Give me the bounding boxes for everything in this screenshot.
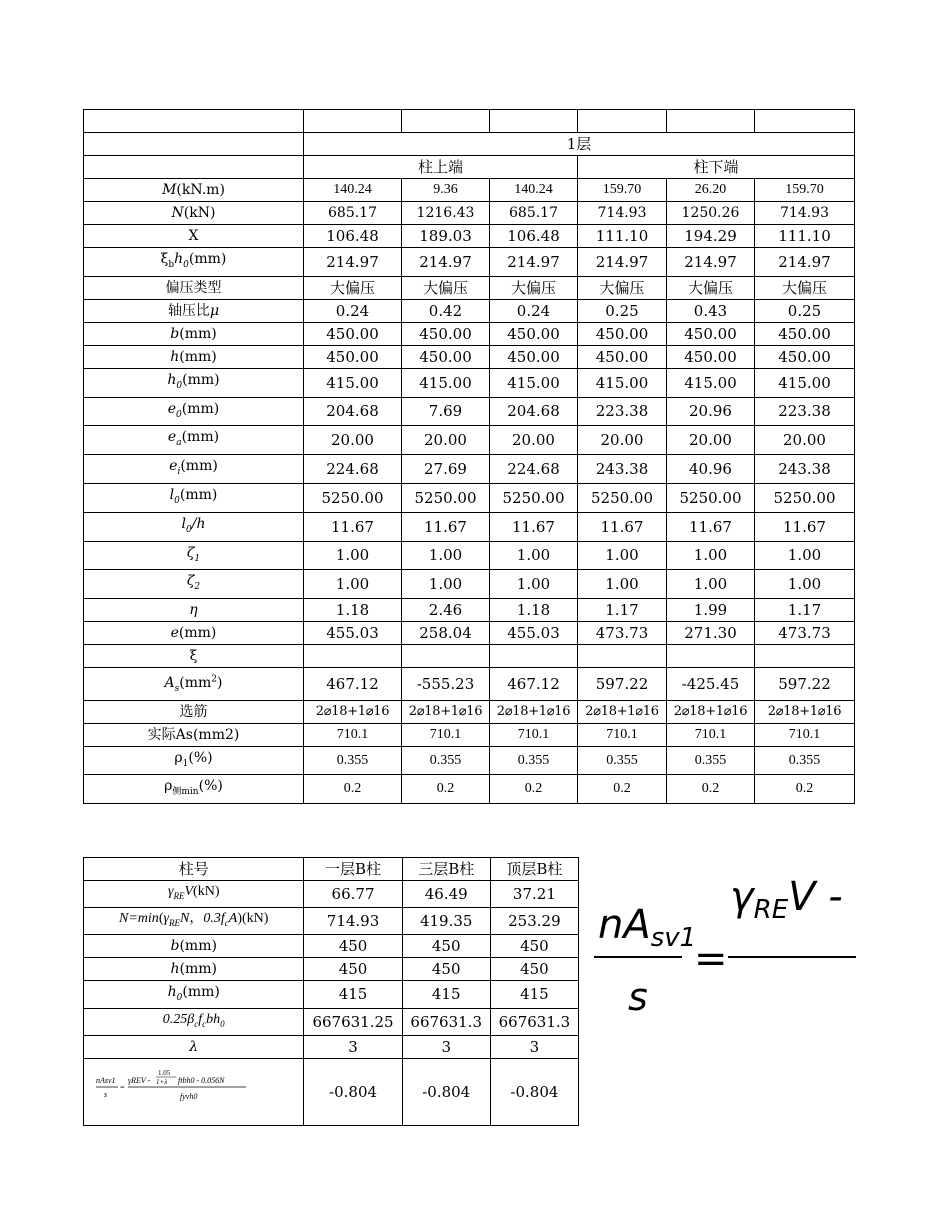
row-label-As: $A_s(mm^2)$	[84, 668, 304, 700]
table-row	[84, 1059, 579, 1126]
column-header: 三层B柱	[402, 858, 490, 881]
table-cell: -0.804	[402, 1059, 490, 1126]
table-cell: 3	[490, 1036, 578, 1059]
table-cell: 467.12	[490, 668, 578, 700]
table-cell: 11.67	[578, 512, 667, 541]
table-cell: 111.10	[755, 225, 855, 248]
svg-text:1+λ: 1+λ	[156, 1078, 168, 1087]
table-cell: 5250.00	[578, 483, 667, 512]
table-cell: 214.97	[402, 248, 490, 277]
table-cell	[755, 645, 855, 668]
table-row	[84, 1009, 579, 1036]
table-cell: 20.96	[667, 397, 755, 426]
table-row	[84, 1036, 579, 1059]
row-label-b: b(mm)	[84, 934, 304, 957]
table-cell: 1.00	[304, 570, 402, 599]
row-label-h0: $h_0(mm)$	[84, 980, 304, 1009]
table-cell: 710.1	[304, 723, 402, 746]
svg-text:γREV -: γREV -	[128, 1076, 151, 1086]
table-cell: 大偏压	[755, 276, 855, 299]
table-cell: 26.20	[667, 179, 755, 202]
table-cell: 450	[304, 957, 402, 980]
shear-formula-small	[96, 1063, 256, 1113]
table-cell: 473.73	[755, 622, 855, 645]
row-label-bars: 选筋	[84, 700, 304, 723]
table-row	[84, 645, 855, 668]
table-row	[84, 622, 855, 645]
table-cell: 大偏压	[667, 276, 755, 299]
table-cell: 667631.3	[490, 1009, 578, 1036]
table-cell: 3	[402, 1036, 490, 1059]
table-cell: 1.00	[304, 541, 402, 570]
row-label-mu: 轴压比μ	[84, 299, 304, 322]
table-row	[84, 345, 855, 368]
table-cell: 450.00	[490, 322, 578, 345]
formula-equals: =	[694, 936, 728, 982]
table-cell: 1.00	[578, 541, 667, 570]
table-cell: 1.00	[402, 570, 490, 599]
row-label-e0: $e_0(mm)$	[84, 397, 304, 426]
table-cell: 20.00	[304, 426, 402, 455]
floor-header: 1层	[304, 133, 855, 156]
table-cell: 0.24	[304, 299, 402, 322]
table-cell: 1.99	[667, 599, 755, 622]
table-cell: 1.00	[490, 541, 578, 570]
table-cell	[402, 645, 490, 668]
table-cell: -0.804	[490, 1059, 578, 1126]
table-cell: 243.38	[755, 455, 855, 484]
row-label-e: e(mm)	[84, 622, 304, 645]
table-cell: 0.355	[402, 746, 490, 775]
table-cell: 450.00	[402, 322, 490, 345]
table-cell: 450.00	[402, 345, 490, 368]
table-cell: 243.38	[578, 455, 667, 484]
table-cell: 159.70	[578, 179, 667, 202]
table-cell: 271.30	[667, 622, 755, 645]
table-cell: 66.77	[304, 881, 402, 908]
table-cell: 大偏压	[490, 276, 578, 299]
table-cell	[667, 645, 755, 668]
table-cell: 450.00	[755, 322, 855, 345]
table-cell: 0.355	[304, 746, 402, 775]
table-cell: 5250.00	[402, 483, 490, 512]
table-cell: 450	[402, 957, 490, 980]
table-row	[84, 426, 855, 455]
table-cell: 214.97	[755, 248, 855, 277]
table-row	[84, 746, 855, 775]
table-cell: 11.67	[304, 512, 402, 541]
table-cell: 714.93	[755, 202, 855, 225]
table-cell: 11.67	[755, 512, 855, 541]
table-cell	[304, 645, 402, 668]
table-row	[84, 397, 855, 426]
svg-text:s: s	[104, 1090, 108, 1100]
table-cell: 224.68	[304, 455, 402, 484]
table-cell: 20.00	[667, 426, 755, 455]
table-cell: 2⌀18+1⌀16	[667, 700, 755, 723]
bottom-end-header: 柱下端	[578, 156, 855, 179]
table-cell: 455.03	[490, 622, 578, 645]
row-label-X: X	[84, 225, 304, 248]
table-cell: 710.1	[755, 723, 855, 746]
table-row	[84, 512, 855, 541]
table-row	[84, 248, 855, 277]
table-cell: 20.00	[490, 426, 578, 455]
table-cell: 2⌀18+1⌀16	[402, 700, 490, 723]
table-cell: 0.25	[755, 299, 855, 322]
column-design-table	[83, 109, 855, 804]
table-row	[84, 179, 855, 202]
row-label-asv	[84, 1059, 304, 1126]
table-cell: 5250.00	[755, 483, 855, 512]
table-cell: 0.355	[667, 746, 755, 775]
table-cell: 0.355	[755, 746, 855, 775]
table-cell: 194.29	[667, 225, 755, 248]
table-cell: 111.10	[578, 225, 667, 248]
table-cell: 214.97	[667, 248, 755, 277]
table-cell: 1.00	[402, 541, 490, 570]
table-row	[84, 775, 855, 804]
table-cell: 2⌀18+1⌀16	[755, 700, 855, 723]
table-cell: 419.35	[402, 907, 490, 934]
table-row	[84, 907, 579, 934]
table-cell: 450.00	[490, 345, 578, 368]
table-cell: 204.68	[490, 397, 578, 426]
table-cell: 1.00	[578, 570, 667, 599]
row-label-type: 偏压类型	[84, 276, 304, 299]
table-cell: 1.00	[755, 570, 855, 599]
table-cell: 11.67	[402, 512, 490, 541]
table-cell: 0.2	[578, 775, 667, 804]
table-cell: 11.67	[667, 512, 755, 541]
table-cell: 223.38	[755, 397, 855, 426]
table-cell: 597.22	[578, 668, 667, 700]
table-cell: 5250.00	[490, 483, 578, 512]
table-cell: 714.93	[578, 202, 667, 225]
table-row	[84, 483, 855, 512]
row-label-ei: $e_i(mm)$	[84, 455, 304, 484]
table-cell: 597.22	[755, 668, 855, 700]
table-cell: 106.48	[304, 225, 402, 248]
table-cell: 710.1	[578, 723, 667, 746]
table-cell: 685.17	[490, 202, 578, 225]
row-label-rho1: $\rho_1(\%)$	[84, 746, 304, 775]
table-cell: 710.1	[667, 723, 755, 746]
table-cell: 0.43	[667, 299, 755, 322]
table-cell: 450	[402, 934, 490, 957]
row-label-lambda: λ	[84, 1036, 304, 1059]
table-cell: 9.36	[402, 179, 490, 202]
svg-text:nAsv1: nAsv1	[96, 1076, 116, 1086]
column-header: 一层B柱	[304, 858, 402, 881]
row-label-M: M(kN.m)	[84, 179, 304, 202]
table-cell: 258.04	[402, 622, 490, 645]
table-cell: 415.00	[490, 368, 578, 397]
row-label-cap: $0.25\beta_cf_cbh_0$	[84, 1009, 304, 1036]
table-cell: 415.00	[755, 368, 855, 397]
table-cell: 473.73	[578, 622, 667, 645]
row-label-h: h(mm)	[84, 345, 304, 368]
table-cell: 667631.3	[402, 1009, 490, 1036]
table-cell: 455.03	[304, 622, 402, 645]
row-label-rhomin: $\rho_{侧min}(\%)$	[84, 775, 304, 804]
table-cell: 0.24	[490, 299, 578, 322]
table-row	[84, 723, 855, 746]
table-cell: 140.24	[304, 179, 402, 202]
table-row	[84, 599, 855, 622]
table-cell: -0.804	[304, 1059, 402, 1126]
table-cell: 2⌀18+1⌀16	[578, 700, 667, 723]
table-cell: 27.69	[402, 455, 490, 484]
table-cell: 5250.00	[667, 483, 755, 512]
row-label-l0: $l_0(mm)$	[84, 483, 304, 512]
table-cell: 685.17	[304, 202, 402, 225]
row-label-h0: $h_0(mm)$	[84, 368, 304, 397]
table-cell: -555.23	[402, 668, 490, 700]
table-row	[84, 368, 855, 397]
row-label-z2: $\zeta_2$	[84, 570, 304, 599]
table-cell: 450.00	[667, 345, 755, 368]
row-label-N: $N=\min(\gamma_{RE}N$，$0.3f_cA)(kN)$	[84, 907, 304, 934]
svg-text:fyvh0: fyvh0	[180, 1092, 198, 1102]
formula-lhs-num: $nA_{sv1}$	[598, 902, 697, 953]
row-label-gV: $\gamma_{RE}V(kN)$	[84, 881, 304, 908]
table-cell: 450	[490, 957, 578, 980]
row-label-xi: ξ	[84, 645, 304, 668]
table-cell: 0.2	[755, 775, 855, 804]
table-cell: 20.00	[578, 426, 667, 455]
table-cell: 450.00	[304, 322, 402, 345]
table-row	[84, 700, 855, 723]
table-cell: 40.96	[667, 455, 755, 484]
table-cell: 253.29	[490, 907, 578, 934]
row-label-z1: $\zeta_1$	[84, 541, 304, 570]
table-cell: 0.2	[402, 775, 490, 804]
table-cell: 46.49	[402, 881, 490, 908]
column-id-header: 柱号	[84, 858, 304, 881]
table-cell: 大偏压	[402, 276, 490, 299]
table-cell: 450	[490, 934, 578, 957]
table-cell: 467.12	[304, 668, 402, 700]
table-cell: 5250.00	[304, 483, 402, 512]
formula-lhs-den: s	[628, 975, 648, 1019]
table-cell: 1.00	[490, 570, 578, 599]
svg-text:=: =	[120, 1083, 125, 1093]
table-cell: 710.1	[490, 723, 578, 746]
row-label-eta: η	[84, 599, 304, 622]
table-cell: 159.70	[755, 179, 855, 202]
svg-text:ftbh0 - 0.056N: ftbh0 - 0.056N	[178, 1076, 225, 1086]
table-cell: 710.1	[402, 723, 490, 746]
table-cell: 0.42	[402, 299, 490, 322]
table-cell: 0.2	[304, 775, 402, 804]
table-cell: 450.00	[304, 345, 402, 368]
row-label-ea: $e_a(mm)$	[84, 426, 304, 455]
table-cell: 450.00	[578, 322, 667, 345]
row-label-N: N(kN)	[84, 202, 304, 225]
table-cell: 415	[402, 980, 490, 1009]
table-row	[84, 202, 855, 225]
table-cell: 189.03	[402, 225, 490, 248]
table-cell: 214.97	[304, 248, 402, 277]
table-cell: 714.93	[304, 907, 402, 934]
table-cell: 1.00	[667, 541, 755, 570]
table-cell: 415	[490, 980, 578, 1009]
table-row	[84, 299, 855, 322]
formula-rhs-num: $\gamma_{RE}V$ -	[730, 874, 843, 925]
table-cell: 204.68	[304, 397, 402, 426]
table-cell: 0.355	[490, 746, 578, 775]
table-cell: 2⌀18+1⌀16	[490, 700, 578, 723]
table-cell: 214.97	[578, 248, 667, 277]
shear-design-table	[83, 857, 579, 1126]
table-cell: 大偏压	[304, 276, 402, 299]
table-cell: 415.00	[402, 368, 490, 397]
table-row	[84, 957, 579, 980]
table-cell: 1250.26	[667, 202, 755, 225]
table-row	[84, 980, 579, 1009]
table-row	[84, 225, 855, 248]
table-cell	[490, 645, 578, 668]
table-cell: 1216.43	[402, 202, 490, 225]
table-cell: 667631.25	[304, 1009, 402, 1036]
table-row	[84, 133, 855, 156]
table-cell: -425.45	[667, 668, 755, 700]
table-cell: 11.67	[490, 512, 578, 541]
table-cell: 0.2	[667, 775, 755, 804]
table-cell: 20.00	[402, 426, 490, 455]
table-cell: 1.17	[755, 599, 855, 622]
table-cell: 415.00	[304, 368, 402, 397]
table-cell: 450.00	[667, 322, 755, 345]
table-cell: 0.25	[578, 299, 667, 322]
table-cell: 1.18	[304, 599, 402, 622]
table-row	[84, 570, 855, 599]
table-cell: 214.97	[490, 248, 578, 277]
row-label-b: b(mm)	[84, 322, 304, 345]
table-cell: 0.2	[490, 775, 578, 804]
row-label-actualAs: 实际As(mm2)	[84, 723, 304, 746]
table-cell	[578, 645, 667, 668]
svg-text:1.05: 1.05	[158, 1069, 171, 1078]
table-row	[84, 668, 855, 700]
table-cell: 1.00	[667, 570, 755, 599]
table-row	[84, 455, 855, 484]
table-cell: 415.00	[667, 368, 755, 397]
table-cell: 7.69	[402, 397, 490, 426]
table-cell: 2⌀18+1⌀16	[304, 700, 402, 723]
table-cell: 415.00	[578, 368, 667, 397]
table-cell: 37.21	[490, 881, 578, 908]
table-cell: 450.00	[755, 345, 855, 368]
table-cell: 1.17	[578, 599, 667, 622]
row-label-l0h: $l_0/h$	[84, 512, 304, 541]
row-label-h: h(mm)	[84, 957, 304, 980]
table-cell: 20.00	[755, 426, 855, 455]
top-end-header: 柱上端	[304, 156, 578, 179]
table-cell: 2.46	[402, 599, 490, 622]
table-row	[84, 110, 855, 133]
table-cell: 450	[304, 934, 402, 957]
table-cell: 140.24	[490, 179, 578, 202]
table-cell: 224.68	[490, 455, 578, 484]
table-cell: 1.00	[755, 541, 855, 570]
row-label-xibh0: $\xi_bh_0(mm)$	[84, 248, 304, 277]
table-cell: 1.18	[490, 599, 578, 622]
table-cell: 415	[304, 980, 402, 1009]
table-row	[84, 322, 855, 345]
table-row	[84, 156, 855, 179]
table-cell: 223.38	[578, 397, 667, 426]
table-cell: 0.355	[578, 746, 667, 775]
table-cell: 大偏压	[578, 276, 667, 299]
table-cell: 3	[304, 1036, 402, 1059]
table-row	[84, 541, 855, 570]
table-row	[84, 934, 579, 957]
table-row	[84, 276, 855, 299]
table-row	[84, 881, 579, 908]
column-header: 顶层B柱	[490, 858, 578, 881]
table-cell: 106.48	[490, 225, 578, 248]
table-cell: 450.00	[578, 345, 667, 368]
table-row	[84, 858, 579, 881]
shear-formula-large	[590, 860, 860, 1030]
